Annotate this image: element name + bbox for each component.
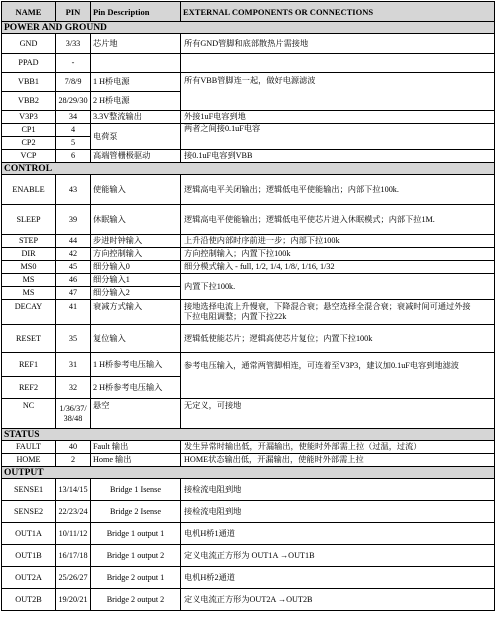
pin-number: 45 xyxy=(56,261,91,274)
pin-ext: HOME状态输出低，开漏输出，使能时外部需上拉 xyxy=(181,454,495,467)
pin-name: VCP xyxy=(2,150,56,163)
pin-name: OUT2A xyxy=(2,567,56,589)
table-row xyxy=(2,545,495,567)
pin-ext: 电机H桥2通道 xyxy=(181,567,495,589)
table-row xyxy=(2,523,495,545)
pin-ext: 发生异常时输出低，开漏输出，使能时外部需上拉（过温，过流） xyxy=(181,441,495,454)
pin-name: OUT1B xyxy=(2,545,56,567)
pin-ext: 方向控制输入；内置下拉100k xyxy=(181,248,495,261)
pin-name: SENSE1 xyxy=(2,479,56,501)
pin-desc: 1 H桥电源 xyxy=(91,73,181,92)
pin-number: 31 xyxy=(56,353,91,377)
pin-name: V3P3 xyxy=(2,111,56,124)
table-row xyxy=(2,501,495,523)
pin-desc: 衰减方式输入 xyxy=(91,300,181,325)
pin-ext: 接检流电阻到地 xyxy=(181,501,495,523)
pin-name: NC xyxy=(2,399,56,429)
pin-number: 3/33 xyxy=(56,34,91,54)
pin-name: MS xyxy=(2,287,56,300)
pin-number: - xyxy=(56,54,91,73)
pin-desc: 休眠输入 xyxy=(91,205,181,235)
table-row xyxy=(2,124,495,137)
table-row xyxy=(2,205,495,235)
pin-desc: Bridge 1 output 2 xyxy=(91,545,181,567)
pin-name: HOME xyxy=(2,454,56,467)
table-row xyxy=(2,235,495,248)
pin-ext: 定义电流正方形为OUT2A →OUT2B xyxy=(181,589,495,611)
table-row xyxy=(2,441,495,454)
pin-name: REF2 xyxy=(2,377,56,399)
table-row xyxy=(2,454,495,467)
table-row xyxy=(2,300,495,325)
pin-number: 16/17/18 xyxy=(56,545,91,567)
header-ext: EXTERNAL COMPONENTS OR CONNECTIONS xyxy=(181,2,495,22)
pin-number: 7/8/9 xyxy=(56,73,91,92)
pin-desc: 复位输入 xyxy=(91,325,181,353)
pin-number: 13/14/15 xyxy=(56,479,91,501)
pin-name: DECAY xyxy=(2,300,56,325)
pin-name: VBB2 xyxy=(2,92,56,111)
table-row xyxy=(2,34,495,54)
pin-number: 25/26/27 xyxy=(56,567,91,589)
pin-ext: 接地选择电流上升慢衰，下降混合衰；悬空选择全混合衰；衰减时间可通过外接 下拉电阻调整；内置下拉22k xyxy=(181,300,495,325)
pin-number: 43 xyxy=(56,175,91,205)
pin-number: 46 xyxy=(56,274,91,287)
pin-ext: 内置下拉100k. xyxy=(181,274,495,300)
pin-number: 10/11/12 xyxy=(56,523,91,545)
pin-name: FAULT xyxy=(2,441,56,454)
pin-ext: 外接1uF电容到地 xyxy=(181,111,495,124)
pin-name: REF1 xyxy=(2,353,56,377)
pin-ext: 参考电压输入，通常两管脚相连，可连着至V3P3，建议加0.1uF电容到地滤波 xyxy=(181,353,495,399)
header-row xyxy=(2,2,495,22)
pin-ext: 电机H桥1通道 xyxy=(181,523,495,545)
table-row xyxy=(2,567,495,589)
pin-name: PPAD xyxy=(2,54,56,73)
table-row xyxy=(2,479,495,501)
pin-number: 35 xyxy=(56,325,91,353)
pin-name: SENSE2 xyxy=(2,501,56,523)
pin-number: 5 xyxy=(56,137,91,150)
table-row xyxy=(2,248,495,261)
pin-desc: 芯片地 xyxy=(91,34,181,54)
pin-name: GND xyxy=(2,34,56,54)
pin-ext: 两者之间接0.1uF电容 xyxy=(181,124,495,150)
pin-ext: 逻辑高电平使能输出；逻辑低电平使芯片进入休眠模式；内部下拉1M. xyxy=(181,205,495,235)
table-row xyxy=(2,274,495,287)
pin-number: 6 xyxy=(56,150,91,163)
pin-number: 40 xyxy=(56,441,91,454)
header-desc: Pin Description xyxy=(91,2,181,22)
pin-name: MS xyxy=(2,274,56,287)
pin-ext: 所有GND管脚和底部散热片需接地 xyxy=(181,34,495,54)
pin-name: OUT2B xyxy=(2,589,56,611)
pin-desc: 2 H桥电源 xyxy=(91,92,181,111)
pin-desc: Bridge 2 output 1 xyxy=(91,567,181,589)
pin-number: 4 xyxy=(56,124,91,137)
pin-number: 44 xyxy=(56,235,91,248)
pin-name: CP1 xyxy=(2,124,56,137)
pin-desc: Fault 输出 xyxy=(91,441,181,454)
table-row xyxy=(2,261,495,274)
pin-desc: 2 H桥参考电压输入 xyxy=(91,377,181,399)
pin-desc: Bridge 1 Isense xyxy=(91,479,181,501)
pin-ext: 接检流电阻到地 xyxy=(181,479,495,501)
pin-desc: Bridge 2 output 2 xyxy=(91,589,181,611)
pin-desc: 悬空 xyxy=(91,399,181,429)
pin-desc: 方向控制输入 xyxy=(91,248,181,261)
table-row xyxy=(2,399,495,429)
table-row xyxy=(2,589,495,611)
pin-number: 2 xyxy=(56,454,91,467)
pin-desc: 3.3V整流输出 xyxy=(91,111,181,124)
table-row xyxy=(2,353,495,377)
pin-ext: 无定义，可接地 xyxy=(181,399,495,429)
pin-table xyxy=(1,1,495,611)
pin-number: 34 xyxy=(56,111,91,124)
section-status: STATUS xyxy=(2,429,495,441)
pin-name: STEP xyxy=(2,235,56,248)
pin-desc: 细分输入1 xyxy=(91,274,181,287)
section-output: OUTPUT xyxy=(2,467,495,479)
pin-desc: 细分输入2 xyxy=(91,287,181,300)
pin-desc: 使能输入 xyxy=(91,175,181,205)
pin-desc: 步进时钟输入 xyxy=(91,235,181,248)
pin-ext: 逻辑低使能芯片；逻辑高使芯片复位；内置下拉100k xyxy=(181,325,495,353)
pin-number: 28/29/30 xyxy=(56,92,91,111)
pin-number: 1/36/37/ 38/48 xyxy=(56,399,91,429)
pin-name: MS0 xyxy=(2,261,56,274)
pin-name: CP2 xyxy=(2,137,56,150)
table-row xyxy=(2,175,495,205)
pin-desc: 高端管栅极驱动 xyxy=(91,150,181,163)
header-pin: PIN xyxy=(56,2,91,22)
pin-number: 42 xyxy=(56,248,91,261)
pin-number: 39 xyxy=(56,205,91,235)
pin-desc: Home 输出 xyxy=(91,454,181,467)
pin-number: 32 xyxy=(56,377,91,399)
pin-number: 41 xyxy=(56,300,91,325)
table-row xyxy=(2,325,495,353)
pin-name: RESET xyxy=(2,325,56,353)
pin-desc: Bridge 1 output 1 xyxy=(91,523,181,545)
pin-ext: 上升沿使内部时序前进一步；内部下拉100k xyxy=(181,235,495,248)
table-row xyxy=(2,73,495,92)
pin-desc: 细分输入0 xyxy=(91,261,181,274)
section-power: POWER AND GROUND xyxy=(2,22,495,34)
pin-name: ENABLE xyxy=(2,175,56,205)
pin-name: OUT1A xyxy=(2,523,56,545)
pin-desc: 1 H桥参考电压输入 xyxy=(91,353,181,377)
pin-name: DIR xyxy=(2,248,56,261)
pin-ext: 所有VBB管脚连一起，做好电源滤波 xyxy=(181,73,495,111)
pin-number: 19/20/21 xyxy=(56,589,91,611)
pin-number: 22/23/24 xyxy=(56,501,91,523)
pin-name: SLEEP xyxy=(2,205,56,235)
header-name: NAME xyxy=(2,2,56,22)
pin-desc: 电荷泵 xyxy=(91,124,181,150)
section-control: CONTROL xyxy=(2,163,495,175)
pin-name: VBB1 xyxy=(2,73,56,92)
pin-number: 47 xyxy=(56,287,91,300)
pin-desc: Bridge 2 Isense xyxy=(91,501,181,523)
table-row xyxy=(2,111,495,124)
pin-ext: 接0.1uF电容到VBB xyxy=(181,150,495,163)
pin-ext: 细分模式输入 - full, 1/2, 1/4, 1/8/, 1/16, 1/32 xyxy=(181,261,495,274)
table-row xyxy=(2,150,495,163)
pin-ext: 定义电流正方形为 OUT1A →OUT1B xyxy=(181,545,495,567)
table-row xyxy=(2,54,495,73)
pin-ext: 逻辑高电平关闭输出；逻辑低电平使能输出；内部下拉100k. xyxy=(181,175,495,205)
